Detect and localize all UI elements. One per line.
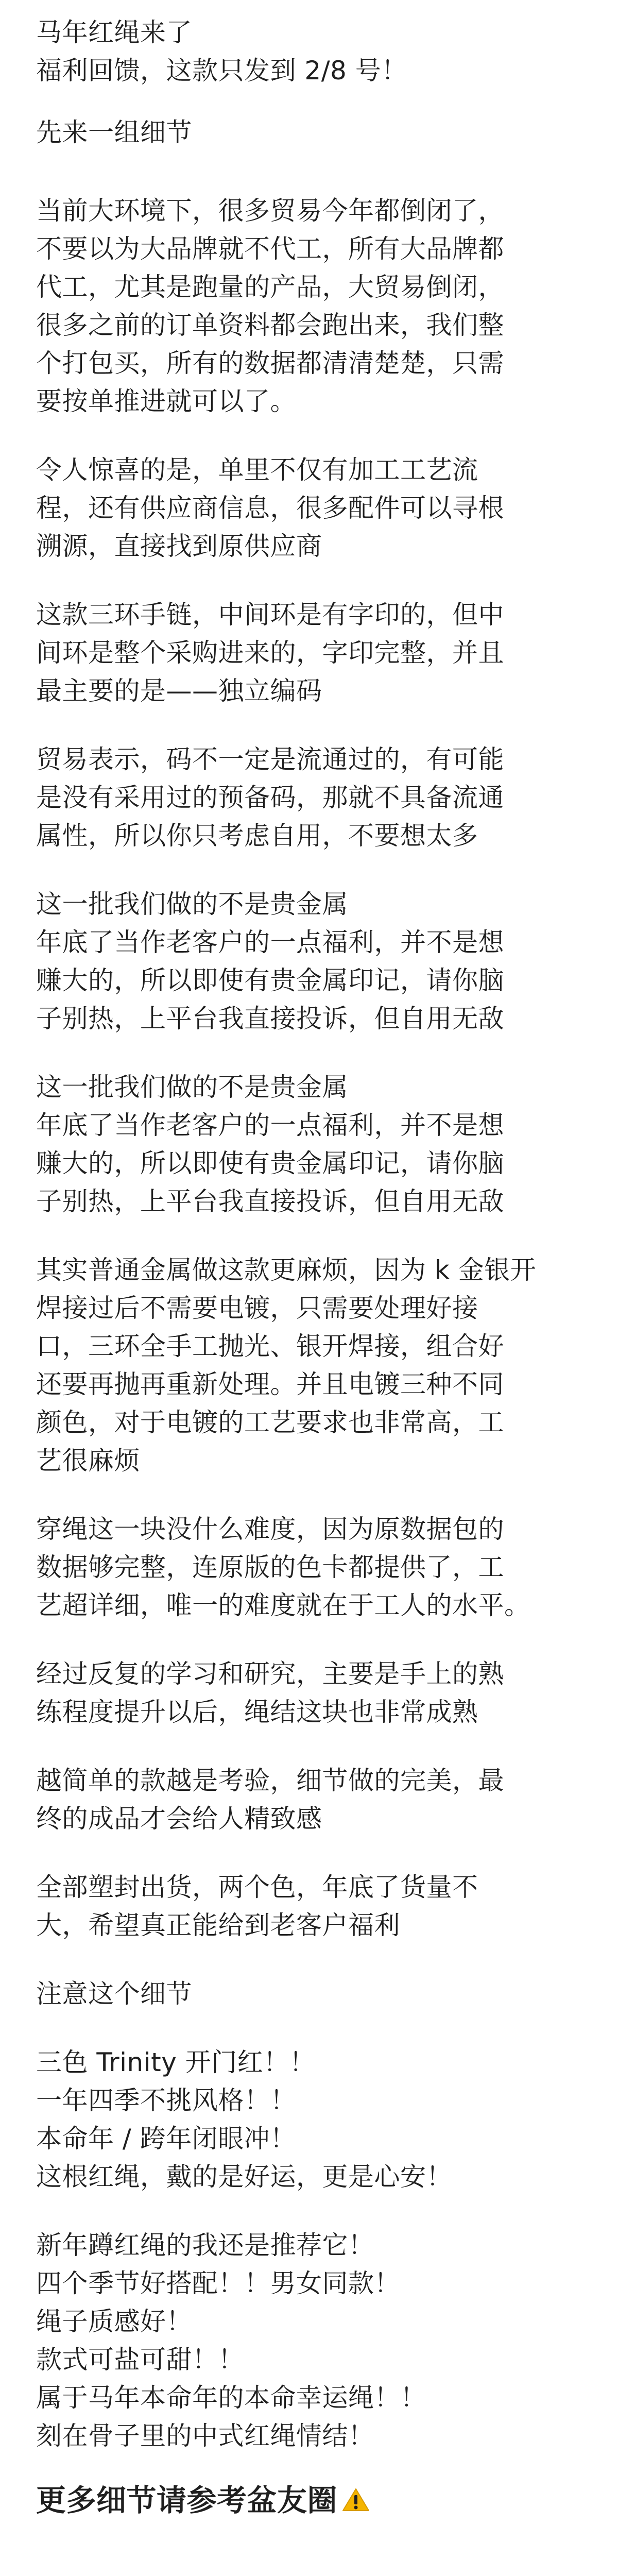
text-line: 属性，所以你只考虑自用，不要想太多 <box>36 821 478 851</box>
text-line: 溯源，直接找到原供应商 <box>36 531 322 561</box>
text-line: 程，还有供应商信息，很多配件可以寻根 <box>36 493 504 523</box>
title-line: 马年红绳来了 <box>36 18 192 47</box>
text-line: 这一批我们做的不是贵金属 <box>36 1072 348 1102</box>
text-line: 口，三环全手工抛光、银开焊接，组合好 <box>36 1331 504 1361</box>
text-line: 福利回馈，这款只发到 2/8 号！ <box>36 56 407 86</box>
slogan-line: 这根红绳，戴的是好运，更是心安！ <box>36 2162 452 2192</box>
text-line: 其实普通金属做这款更麻烦，因为 k 金银开 <box>36 1255 537 1285</box>
text-line: 数据够完整，连原版的色卡都提供了，工 <box>36 1552 504 1582</box>
text-line: 间环是整个采购进来的，字印完整，并且 <box>36 638 504 668</box>
text-line: 越简单的款越是考验，细节做的完美，最 <box>36 1766 504 1795</box>
text-line: 大，希望真正能给到老客户福利 <box>36 1910 400 1940</box>
text-line: 赚大的，所以即使有贵金属印记，请你脑 <box>36 965 504 995</box>
text-line: 最主要的是——独立编码 <box>36 676 322 706</box>
text-line: 当前大环境下，很多贸易今年都倒闭了， <box>36 196 504 226</box>
text-line: 令人惊喜的是，单里不仅有加工工艺流 <box>36 455 478 485</box>
section-heading: 注意这个细节 <box>36 1979 192 2009</box>
slogan-line: 四个季节好搭配！！男女同款！ <box>36 2268 400 2298</box>
slogan-line: 属于马年本命年的本命幸运绳！！ <box>36 2383 426 2413</box>
text-line: 还要再抛再重新处理。并且电镀三种不同 <box>36 1369 504 1399</box>
text-line: 这一批我们做的不是贵金属 <box>36 889 348 919</box>
slogan-line: 款式可盐可甜！！ <box>36 2345 244 2375</box>
headline-text: 更多细节请参考盆友圈 <box>36 2483 338 2518</box>
text-line: 这款三环手链，中间环是有字印的，但中 <box>36 600 504 630</box>
text-line: 很多之前的订单资料都会跑出来，我们整 <box>36 310 504 340</box>
text-line: 代工，尤其是跑量的产品，大贸易倒闭， <box>36 272 504 302</box>
warning-icon <box>341 2487 370 2513</box>
slogan-line: 刻在骨子里的中式红绳情结！ <box>36 2421 374 2451</box>
text-line: 年底了当作老客户的一点福利，并不是想 <box>36 927 504 957</box>
text-line: 要按单推进就可以了。 <box>36 386 296 416</box>
slogan-line: 本命年 / 跨年闭眼冲！ <box>36 2124 296 2154</box>
text-line: 贸易表示，码不一定是流通过的，有可能 <box>36 744 504 774</box>
text-line: 颜色，对于电镀的工艺要求也非常高，工 <box>36 1408 504 1437</box>
text-line: 全部塑封出货，两个色，年底了货量不 <box>36 1872 478 1902</box>
slogan-line: 三色 Trinity 开门红！！ <box>36 2047 316 2077</box>
text-line: 子别热，上平台我直接投诉，但自用无敌 <box>36 1187 504 1216</box>
text-line: 穿绳这一块没什么难度，因为原数据包的 <box>36 1514 504 1544</box>
headline <box>36 2478 603 2522</box>
text-line: 练程度提升以后，绳结这块也非常成熟 <box>36 1697 478 1727</box>
text-line: 终的成品才会给人精致感 <box>36 1804 322 1834</box>
section-heading: 先来一组细节 <box>36 117 192 147</box>
text-line: 赚大的，所以即使有贵金属印记，请你脑 <box>36 1148 504 1178</box>
slogan-line: 绳子质感好！ <box>36 2307 192 2336</box>
slogan-line: 新年蹲红绳的我还是推荐它！ <box>36 2230 374 2260</box>
text-line: 子别热，上平台我直接投诉，但自用无敌 <box>36 1004 504 1033</box>
text-line: 艺超详细，唯一的难度就在于工人的水平。 <box>36 1590 530 1620</box>
text-line: 是没有采用过的预备码，那就不具备流通 <box>36 783 504 812</box>
slogan-line: 一年四季不挑风格！！ <box>36 2086 296 2115</box>
text-line: 艺很麻烦 <box>36 1446 140 1476</box>
text-line: 个打包买，所有的数据都清清楚楚，只需 <box>36 348 504 378</box>
text-line: 年底了当作老客户的一点福利，并不是想 <box>36 1110 504 1140</box>
text-line: 经过反复的学习和研究，主要是手上的熟 <box>36 1659 504 1689</box>
text-line: 焊接过后不需要电镀，只需要处理好接 <box>36 1293 478 1323</box>
text-line: 不要以为大品牌就不代工，所有大品牌都 <box>36 234 504 264</box>
